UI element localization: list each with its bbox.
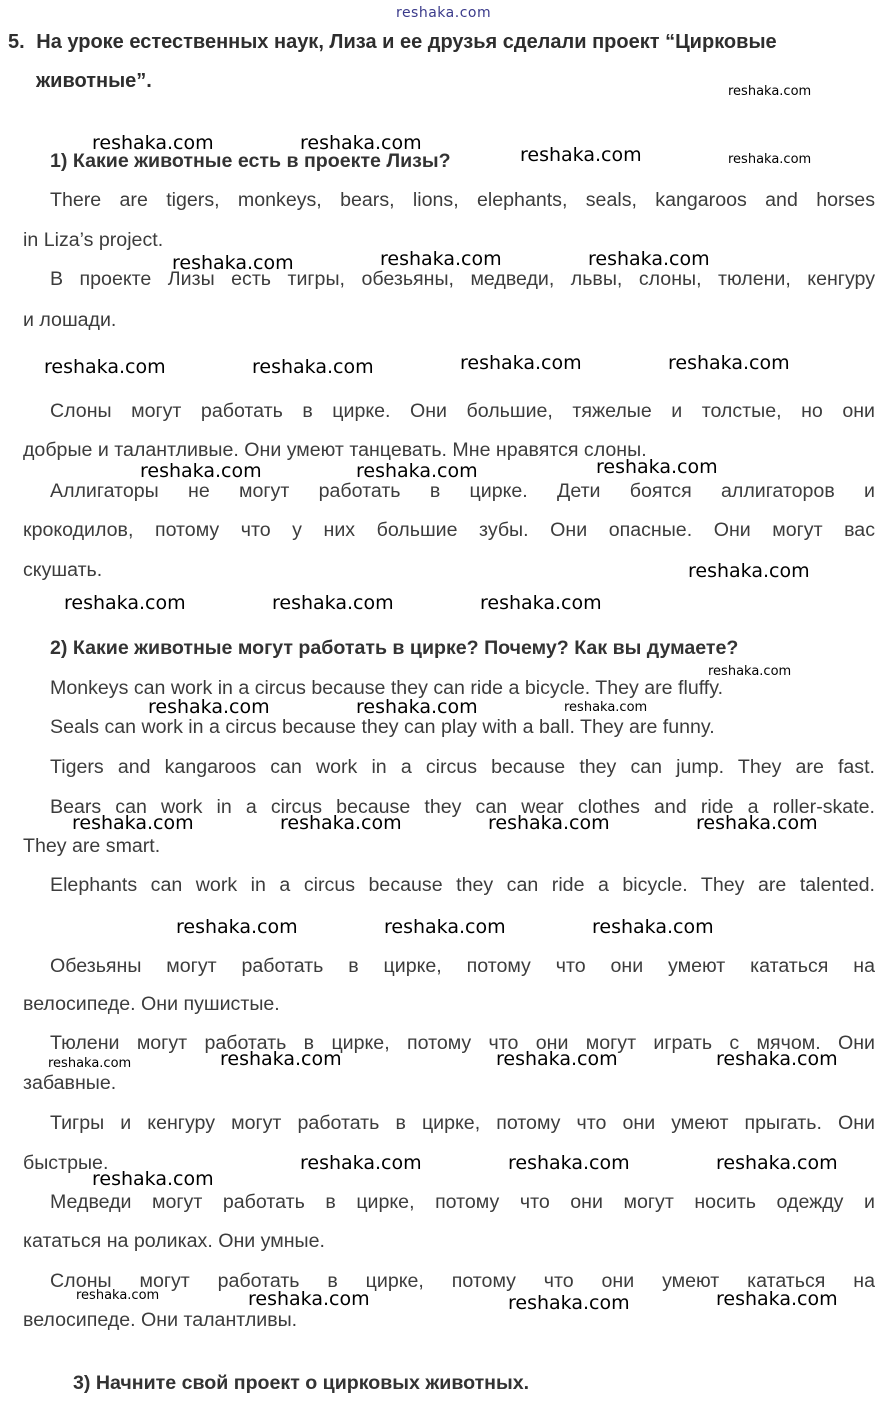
task-number: 5. bbox=[8, 31, 25, 53]
watermark: reshaka.com bbox=[92, 132, 214, 154]
opinion-p2-line3: скушать. bbox=[23, 559, 103, 581]
watermark: reshaka.com bbox=[92, 1168, 214, 1190]
watermark: reshaka.com bbox=[508, 1292, 630, 1314]
q1-answer-ru-line1: В проекте Лизы есть тигры, обезьяны, медведи, львы, слоны, тюлени, кенгуру bbox=[50, 268, 875, 290]
watermark: reshaka.com bbox=[696, 812, 818, 834]
watermark: reshaka.com bbox=[140, 460, 262, 482]
q2-ru-monkeys-line2: велосипеде. Они пушистые. bbox=[23, 993, 280, 1015]
watermark: reshaka.com bbox=[716, 1152, 838, 1174]
task-title-line2: животные”. bbox=[36, 70, 152, 92]
watermark: reshaka.com bbox=[356, 696, 478, 718]
watermark: reshaka.com bbox=[728, 152, 812, 167]
question-2: 2) Какие животные могут работать в цирке? Почему? Как вы думаете? bbox=[50, 637, 739, 659]
q2-en-bears-line1: Bears can work in a circus because they can wear clothes and ride a roller-skate. bbox=[50, 796, 875, 818]
q2-en-seals: Seals can work in a circus because they can play with a ball. They are funny. bbox=[50, 716, 715, 738]
q2-en-bears-line2: They are smart. bbox=[23, 835, 161, 857]
watermark: reshaka.com bbox=[496, 1048, 618, 1070]
watermark: reshaka.com bbox=[172, 252, 294, 274]
opinion-p1-line2: добрые и талантливые. Они умеют танцевать. Мне нравятся слоны. bbox=[23, 439, 647, 461]
watermark: reshaka.com bbox=[380, 248, 502, 270]
watermark: reshaka.com bbox=[248, 1288, 370, 1310]
q2-ru-seals-line1: Тюлени могут работать в цирке, потому что они могут играть с мячом. Они bbox=[50, 1032, 875, 1054]
watermark: reshaka.com bbox=[384, 916, 506, 938]
watermark: reshaka.com bbox=[592, 916, 714, 938]
watermark: reshaka.com bbox=[508, 1152, 630, 1174]
watermark: reshaka.com bbox=[588, 248, 710, 270]
task-title-line1: На уроке естественных наук, Лиза и ее друзья сделали проект “Цирковые bbox=[36, 31, 777, 53]
watermark: reshaka.com bbox=[252, 356, 374, 378]
watermark: reshaka.com bbox=[488, 812, 610, 834]
q2-ru-seals-line2: забавные. bbox=[23, 1072, 117, 1094]
opinion-p1-line1: Слоны могут работать в цирке. Они большие, тяжелые и толстые, но они bbox=[50, 400, 875, 422]
watermark: reshaka.com bbox=[356, 460, 478, 482]
watermark: reshaka.com bbox=[708, 664, 792, 679]
q2-ru-elephants-line1: Слоны могут работать в цирке, потому что они умеют кататься на bbox=[50, 1270, 875, 1292]
watermark: reshaka.com bbox=[76, 1288, 160, 1303]
watermark: reshaka.com bbox=[300, 1152, 422, 1174]
opinion-p2-line2: крокодилов, потому что у них большие зубы. Они опасные. Они могут вас bbox=[23, 519, 875, 541]
q2-ru-bears-line2: кататься на роликах. Они умные. bbox=[23, 1230, 325, 1252]
q2-ru-bears-line1: Медведи могут работать в цирке, потому что они могут носить одежду и bbox=[50, 1191, 875, 1213]
watermark: reshaka.com bbox=[44, 356, 166, 378]
q2-ru-monkeys-line1: Обезьяны могут работать в цирке, потому что они умеют кататься на bbox=[50, 955, 875, 977]
watermark: reshaka.com bbox=[460, 352, 582, 374]
watermark: reshaka.com bbox=[272, 592, 394, 614]
q2-ru-tigers-line2: быстрые. bbox=[23, 1152, 109, 1174]
q1-answer-en-line1: There are tigers, monkeys, bears, lions, elephants, seals, kangaroos and horses bbox=[50, 189, 875, 211]
watermark: reshaka.com bbox=[220, 1048, 342, 1070]
watermark: reshaka.com bbox=[148, 696, 270, 718]
watermark: reshaka.com bbox=[596, 456, 718, 478]
watermark: reshaka.com bbox=[716, 1048, 838, 1070]
q2-en-monkeys: Monkeys can work in a circus because they can ride a bicycle. They are fluffy. bbox=[50, 677, 724, 699]
watermark: reshaka.com bbox=[688, 560, 810, 582]
q1-answer-en-line2: in Liza’s project. bbox=[23, 229, 164, 251]
watermark: reshaka.com bbox=[396, 5, 492, 21]
watermark: reshaka.com bbox=[64, 592, 186, 614]
q2-ru-tigers-line1: Тигры и кенгуру могут работать в цирке, потому что они умеют прыгать. Они bbox=[50, 1112, 875, 1134]
watermark: reshaka.com bbox=[520, 144, 642, 166]
watermark: reshaka.com bbox=[668, 352, 790, 374]
task-number-title bbox=[8, 30, 878, 54]
watermark: reshaka.com bbox=[176, 916, 298, 938]
watermark: reshaka.com bbox=[280, 812, 402, 834]
question-1: 1) Какие животные есть в проекте Лизы? bbox=[50, 150, 451, 172]
watermark: reshaka.com bbox=[480, 592, 602, 614]
watermark: reshaka.com bbox=[72, 812, 194, 834]
watermark: reshaka.com bbox=[728, 84, 812, 99]
watermark: reshaka.com bbox=[300, 132, 422, 154]
q2-ru-elephants-line2: велосипеде. Они талантливы. bbox=[23, 1309, 298, 1331]
watermark: reshaka.com bbox=[716, 1288, 838, 1310]
watermark: reshaka.com bbox=[48, 1056, 132, 1071]
q2-en-elephants: Elephants can work in a circus because they can ride a bicycle. They are talented. bbox=[50, 874, 875, 896]
opinion-p2-line1: Аллигаторы не могут работать в цирке. Дети боятся аллигаторов и bbox=[50, 480, 875, 502]
q1-answer-ru-line2: и лошади. bbox=[23, 309, 117, 331]
question-3: 3) Начните свой проект о цирковых животных. bbox=[73, 1372, 530, 1394]
q2-en-tigers: Tigers and kangaroos can work in a circus because they can jump. They are fast. bbox=[50, 756, 875, 778]
watermark: reshaka.com bbox=[564, 700, 648, 715]
